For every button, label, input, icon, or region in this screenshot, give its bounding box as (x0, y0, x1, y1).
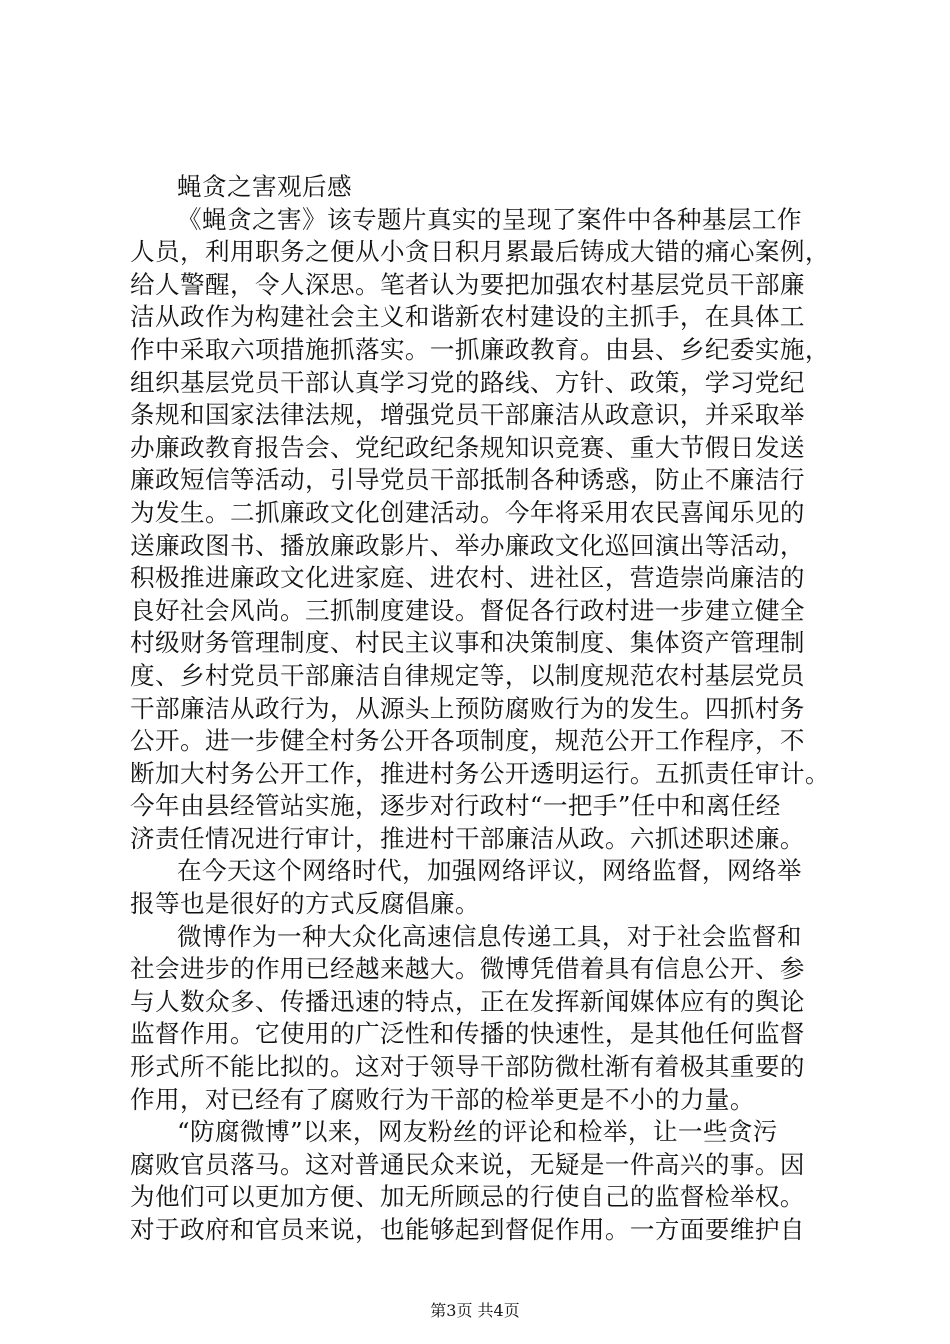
paragraph-1-line-6: 组织基层党员干部认真学习党的路线、方针、政策，学习党纪 (130, 367, 805, 397)
paragraph-1-line-20: 济责任情况进行审计，推进村干部廉洁从政。六抓述职述廉。 (130, 823, 805, 853)
paragraph-4-line-1: “防腐微博”以来，网友粉丝的评论和检举，让一些贪污 (177, 1117, 778, 1147)
paragraph-1-line-7: 条规和国家法律法规，增强党员干部廉洁从政意识，并采取举 (130, 400, 805, 430)
paragraph-3-line-3: 与人数众多、传播迅速的特点，正在发挥新闻媒体应有的舆论 (130, 986, 805, 1016)
paragraph-1-line-5: 作中采取六项措施抓落实。一抓廉政教育。由县、乡纪委实施， (130, 334, 830, 364)
paragraph-1-line-15: 度、乡村党员干部廉洁自律规定等，以制度规范农村基层党员 (130, 660, 805, 690)
paragraph-3-line-5: 形式所不能比拟的。这对于领导干部防微杜渐有着极其重要的 (130, 1052, 805, 1082)
paragraph-1-line-12: 积极推进廉政文化进家庭、进农村、进社区，营造崇尚廉洁的 (130, 563, 805, 593)
paragraph-1-line-3: 给人警醒，令人深思。笔者认为要把加强农村基层党员干部廉 (130, 269, 805, 299)
document-title: 蝇贪之害观后感 (177, 172, 352, 201)
paragraph-1-line-17: 公开。进一步健全村务公开各项制度，规范公开工作程序，不 (130, 726, 805, 756)
paragraph-1-line-13: 良好社会风尚。三抓制度建设。督促各行政村进一步建立健全 (130, 595, 805, 625)
paragraph-1-line-4: 洁从政作为构建社会主义和谐新农村建设的主抓手，在具体工 (130, 302, 805, 332)
paragraph-3-line-2: 社会进步的作用已经越来越大。微博凭借着具有信息公开、参 (130, 954, 805, 984)
paragraph-4-line-3: 为他们可以更加方便、加无所顾忌的行使自己的监督检举权。 (130, 1182, 805, 1212)
paragraph-1-line-8: 办廉政教育报告会、党纪政纪条规知识竞赛、重大节假日发送 (130, 432, 805, 462)
paragraph-1-line-9: 廉政短信等活动，引导党员干部抵制各种诱惑，防止不廉洁行 (130, 465, 805, 495)
document-body (130, 171, 830, 1247)
paragraph-1-line-10: 为发生。二抓廉政文化创建活动。今年将采用农民喜闻乐见的 (130, 497, 805, 527)
paragraph-3-line-4: 监督作用。它使用的广泛性和传播的快速性，是其他任何监督 (130, 1019, 805, 1049)
paragraph-1-line-11: 送廉政图书、播放廉政影片、举办廉政文化巡回演出等活动， (130, 530, 805, 560)
paragraph-1-line-19: 今年由县经管站实施，逐步对行政村“一把手”任中和离任经 (130, 791, 781, 821)
paragraph-4-line-2: 腐败官员落马。这对普通民众来说，无疑是一件高兴的事。因 (130, 1149, 805, 1179)
paragraph-1-line-2: 人员，利用职务之便从小贪日积月累最后铸成大错的痛心案例， (130, 237, 830, 267)
paragraph-1-line-1: 《蝇贪之害》该专题片真实的呈现了案件中各种基层工作 (177, 204, 802, 234)
page-number-footer: 第3页 共4页 (430, 1301, 520, 1320)
paragraph-2-line-1: 在今天这个网络时代，加强网络评议，网络监督，网络举 (177, 856, 802, 886)
paragraph-1-line-14: 村级财务管理制度、村民主议事和决策制度、集体资产管理制 (130, 628, 805, 658)
paragraph-1-line-18: 断加大村务公开工作，推进村务公开透明运行。五抓责任审计。 (130, 758, 830, 788)
paragraph-2-line-2: 报等也是很好的方式反腐倡廉。 (130, 889, 480, 919)
paragraph-1-line-16: 干部廉洁从政行为，从源头上预防腐败行为的发生。四抓村务 (130, 693, 805, 723)
paragraph-4-line-4: 对于政府和官员来说，也能够起到督促作用。一方面要维护自 (130, 1215, 805, 1244)
paragraph-3-line-1: 微博作为一种大众化高速信息传递工具，对于社会监督和 (177, 921, 802, 951)
paragraph-3-line-6: 作用，对已经有了腐败行为干部的检举更是不小的力量。 (130, 1084, 755, 1114)
